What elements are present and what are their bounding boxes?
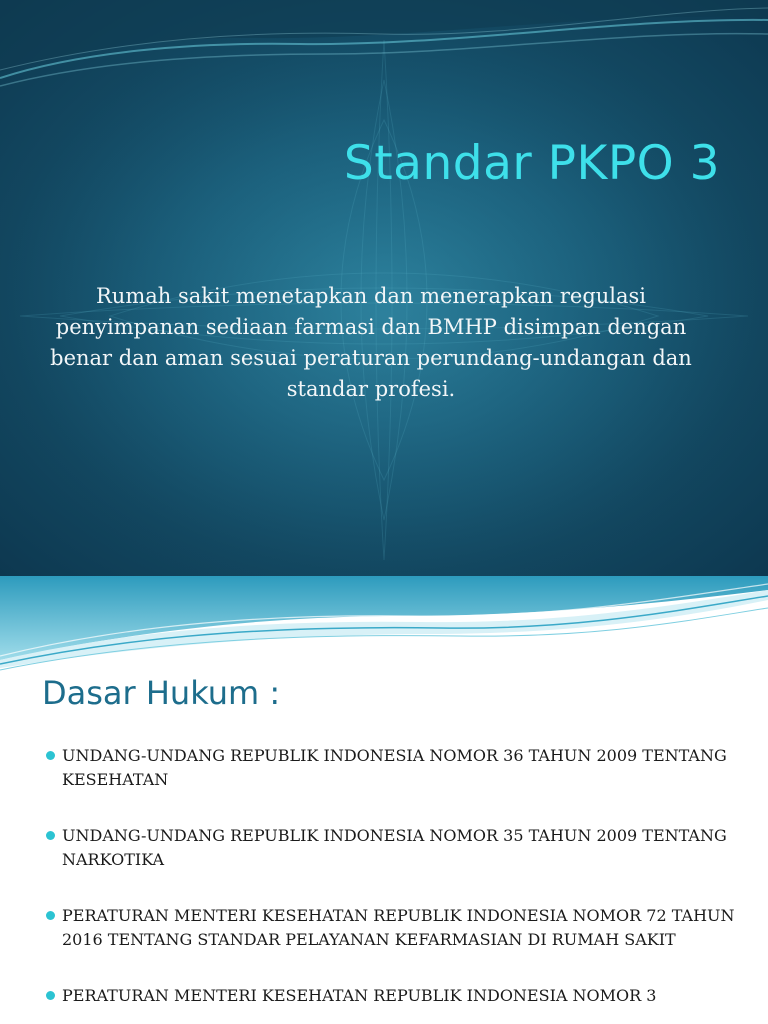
list-item bbox=[46, 824, 736, 872]
bullet-dot-icon bbox=[46, 751, 55, 760]
list-item bbox=[46, 904, 736, 952]
list-item-text: UNDANG-UNDANG REPUBLIK INDONESIA NOMOR 36 TAHUN 2009 TENTANG KESEHATAN bbox=[62, 746, 727, 789]
bullet-dot-icon bbox=[46, 831, 55, 840]
slide-subtitle: Rumah sakit menetapkan dan menerapkan regulasi penyimpanan sediaan farmasi dan BMHP disimpan dengan benar dan aman sesuai peraturan perundang-undangan dan standar profesi. bbox=[50, 284, 692, 401]
slide-heading: Dasar Hukum : bbox=[42, 674, 281, 712]
list-item-text: UNDANG-UNDANG REPUBLIK INDONESIA NOMOR 35 TAHUN 2009 TENTANG NARKOTIKA bbox=[62, 826, 727, 869]
legal-basis-list bbox=[46, 744, 736, 1024]
list-item-text: PERATURAN MENTERI KESEHATAN REPUBLIK INDONESIA NOMOR 3 bbox=[62, 986, 657, 1005]
list-item bbox=[46, 744, 736, 792]
slide-title: Standar PKPO 3 bbox=[343, 136, 720, 191]
bullet-dot-icon bbox=[46, 911, 55, 920]
list-item bbox=[46, 984, 736, 1008]
header-wave-decoration bbox=[0, 576, 768, 676]
list-item-text: PERATURAN MENTERI KESEHATAN REPUBLIK INDONESIA NOMOR 72 TAHUN 2016 TENTANG STANDAR PELAYANAN KEFARMASIAN DI RUMAH SAKIT bbox=[62, 906, 735, 949]
content-slide bbox=[0, 576, 768, 1024]
bullet-dot-icon bbox=[46, 991, 55, 1000]
